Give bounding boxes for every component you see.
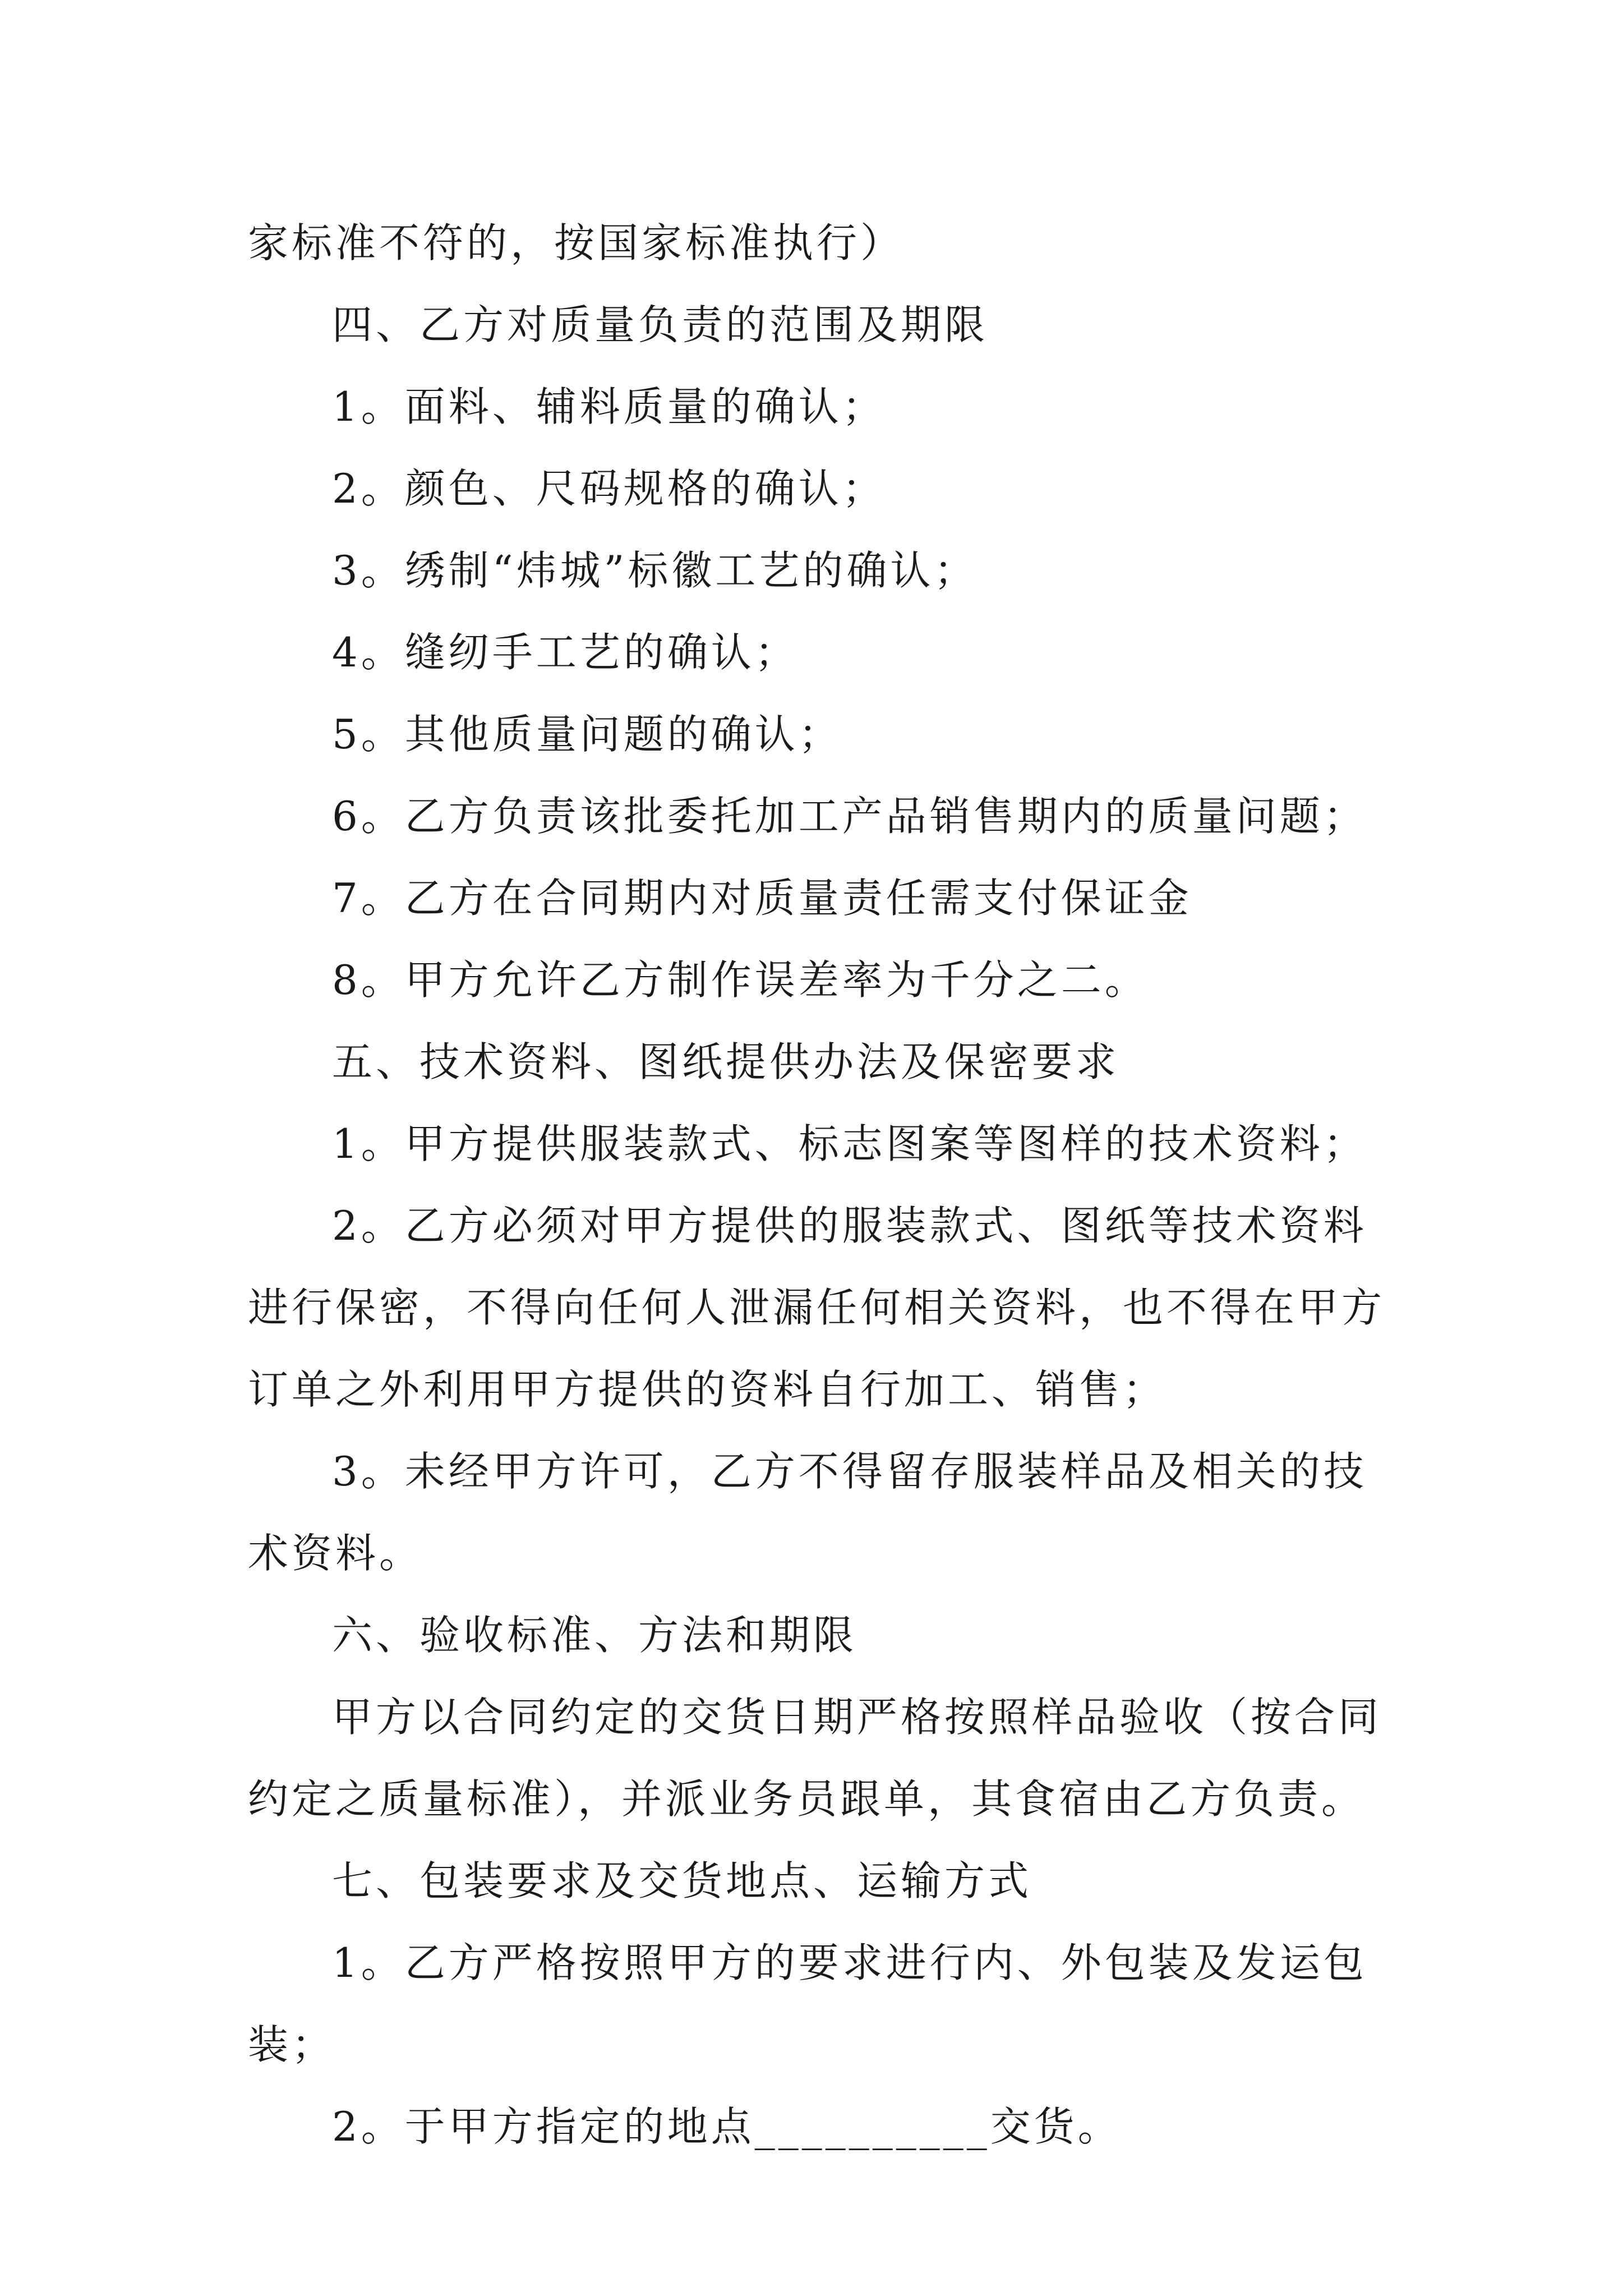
list-item: 7。乙方在合同期内对质量责任需支付保证金 xyxy=(332,875,1192,922)
list-item: 3。未经甲方许可，乙方不得留存服装样品及相关的技 xyxy=(332,1448,1367,1495)
paragraph-line: 进行保密，不得向任何人泄漏任何相关资料，也不得在甲方 xyxy=(248,1284,1386,1331)
list-item: 1。乙方严格按照甲方的要求进行内、外包装及发运包 xyxy=(332,1939,1367,1986)
contract-text xyxy=(248,202,1392,2168)
paragraph-line: 订单之外利用甲方提供的资料自行加工、销售； xyxy=(248,1366,1167,1413)
list-item: 3。绣制“炜城”标徽工艺的确认； xyxy=(332,547,978,594)
paragraph-line: 甲方以合同约定的交货日期严格按照样品验收（按合同 xyxy=(332,1694,1382,1741)
list-item: 2。乙方必须对甲方提供的服装款式、图纸等技术资料 xyxy=(332,1202,1367,1249)
list-item: 8。甲方允许乙方制作误差率为千分之二。 xyxy=(332,956,1149,1004)
paragraph-line: 术资料。 xyxy=(248,1530,423,1577)
section-heading-7: 七、包装要求及交货地点、运输方式 xyxy=(332,1857,1032,1904)
paragraph-line: 装； xyxy=(248,2021,336,2068)
list-item: 2。于甲方指定的地点__________交货。 xyxy=(332,2103,1122,2150)
list-item: 2。颜色、尺码规格的确认； xyxy=(332,465,886,512)
paragraph-line: 家标准不符的，按国家标准执行） xyxy=(248,219,905,266)
list-item: 1。甲方提供服装款式、标志图案等图样的技术资料； xyxy=(332,1120,1367,1167)
list-item: 4。缝纫手工艺的确认； xyxy=(332,629,799,676)
section-heading-5: 五、技术资料、图纸提供办法及保密要求 xyxy=(332,1038,1120,1085)
section-heading-4: 四、乙方对质量负责的范围及期限 xyxy=(332,301,989,348)
section-heading-6: 六、验收标准、方法和期限 xyxy=(332,1612,857,1659)
list-item: 1。面料、辅料质量的确认； xyxy=(332,383,886,430)
paragraph-line: 约定之质量标准），并派业务员跟单，其食宿由乙方负责。 xyxy=(248,1775,1366,1823)
list-item: 6。乙方负责该批委托加工产品销售期内的质量问题； xyxy=(332,793,1367,840)
list-item: 5。其他质量问题的确认； xyxy=(332,711,842,758)
